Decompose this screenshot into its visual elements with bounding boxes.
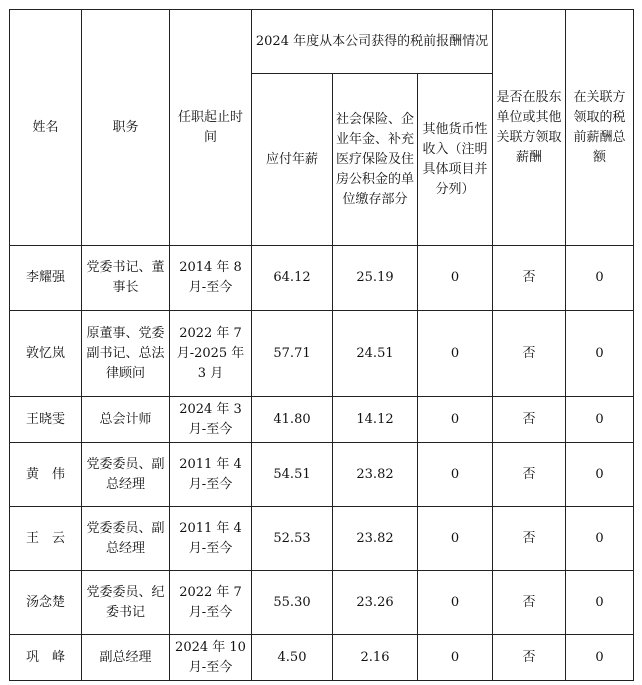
cell-name: 汤念楚 bbox=[10, 571, 82, 635]
cell-term: 2024 年 3 月-至今 bbox=[170, 397, 252, 443]
cell-related-flag: 否 bbox=[493, 397, 566, 443]
cell-related-flag: 否 bbox=[493, 311, 566, 397]
cell-other: 0 bbox=[418, 635, 493, 681]
cell-position: 党委书记、董事长 bbox=[82, 246, 170, 311]
cell-related-flag: 否 bbox=[493, 571, 566, 635]
table-row bbox=[10, 571, 634, 635]
cell-term: 2024 年 10 月-至今 bbox=[170, 635, 252, 681]
cell-position: 党委委员、副总经理 bbox=[82, 443, 170, 507]
cell-position: 总会计师 bbox=[82, 397, 170, 443]
header-other: 其他货币性收入（注明具体项目并分列） bbox=[418, 74, 493, 246]
cell-term: 2011 年 4 月-至今 bbox=[170, 443, 252, 507]
cell-related-flag: 否 bbox=[493, 443, 566, 507]
cell-salary: 41.80 bbox=[252, 397, 333, 443]
cell-position: 副总经理 bbox=[82, 635, 170, 681]
header-pretax-group: 2024 年度从本公司获得的税前报酬情况 bbox=[252, 10, 493, 74]
cell-name: 李耀强 bbox=[10, 246, 82, 311]
cell-name: 王晓雯 bbox=[10, 397, 82, 443]
table-row bbox=[10, 311, 634, 397]
cell-other: 0 bbox=[418, 571, 493, 635]
cell-related-total: 0 bbox=[566, 397, 634, 443]
table-body bbox=[10, 246, 634, 681]
cell-related-total: 0 bbox=[566, 507, 634, 571]
cell-social: 24.51 bbox=[333, 311, 418, 397]
header-social: 社会保险、企业年金、补充医疗保险及住房公积金的单位缴存部分 bbox=[333, 74, 418, 246]
cell-related-total: 0 bbox=[566, 635, 634, 681]
cell-term: 2014 年 8 月-至今 bbox=[170, 246, 252, 311]
cell-related-flag: 否 bbox=[493, 635, 566, 681]
table-row bbox=[10, 507, 634, 571]
cell-social: 2.16 bbox=[333, 635, 418, 681]
table-row bbox=[10, 397, 634, 443]
cell-name: 巩 峰 bbox=[10, 635, 82, 681]
cell-related-total: 0 bbox=[566, 311, 634, 397]
table-row bbox=[10, 635, 634, 681]
cell-position: 党委委员、纪委书记 bbox=[82, 571, 170, 635]
cell-term: 2011 年 4 月-至今 bbox=[170, 507, 252, 571]
cell-social: 23.82 bbox=[333, 507, 418, 571]
cell-salary: 54.51 bbox=[252, 443, 333, 507]
cell-term: 2022 年 7 月-2025 年 3 月 bbox=[170, 311, 252, 397]
cell-salary: 64.12 bbox=[252, 246, 333, 311]
cell-related-flag: 否 bbox=[493, 246, 566, 311]
cell-salary: 55.30 bbox=[252, 571, 333, 635]
cell-position: 原董事、党委副书记、总法律顾问 bbox=[82, 311, 170, 397]
cell-related-total: 0 bbox=[566, 571, 634, 635]
compensation-table bbox=[9, 9, 634, 681]
cell-term: 2022 年 7 月-至今 bbox=[170, 571, 252, 635]
cell-other: 0 bbox=[418, 507, 493, 571]
cell-related-flag: 否 bbox=[493, 507, 566, 571]
cell-related-total: 0 bbox=[566, 443, 634, 507]
cell-social: 25.19 bbox=[333, 246, 418, 311]
cell-salary: 4.50 bbox=[252, 635, 333, 681]
header-salary: 应付年薪 bbox=[252, 74, 333, 246]
cell-salary: 52.53 bbox=[252, 507, 333, 571]
cell-social: 23.82 bbox=[333, 443, 418, 507]
table-row bbox=[10, 246, 634, 311]
header-position: 职务 bbox=[82, 10, 170, 246]
header-related-total: 在关联方领取的税前薪酬总额 bbox=[566, 10, 634, 246]
cell-other: 0 bbox=[418, 397, 493, 443]
table-row bbox=[10, 443, 634, 507]
cell-name: 敦忆岚 bbox=[10, 311, 82, 397]
cell-position: 党委委员、副总经理 bbox=[82, 507, 170, 571]
cell-social: 14.12 bbox=[333, 397, 418, 443]
cell-salary: 57.71 bbox=[252, 311, 333, 397]
header-term: 任职起止时间 bbox=[170, 10, 252, 246]
cell-other: 0 bbox=[418, 246, 493, 311]
header-related-flag: 是否在股东单位或其他关联方领取薪酬 bbox=[493, 10, 566, 246]
cell-name: 王 云 bbox=[10, 507, 82, 571]
header-name: 姓名 bbox=[10, 10, 82, 246]
cell-other: 0 bbox=[418, 443, 493, 507]
cell-social: 23.26 bbox=[333, 571, 418, 635]
cell-related-total: 0 bbox=[566, 246, 634, 311]
cell-name: 黄 伟 bbox=[10, 443, 82, 507]
cell-other: 0 bbox=[418, 311, 493, 397]
